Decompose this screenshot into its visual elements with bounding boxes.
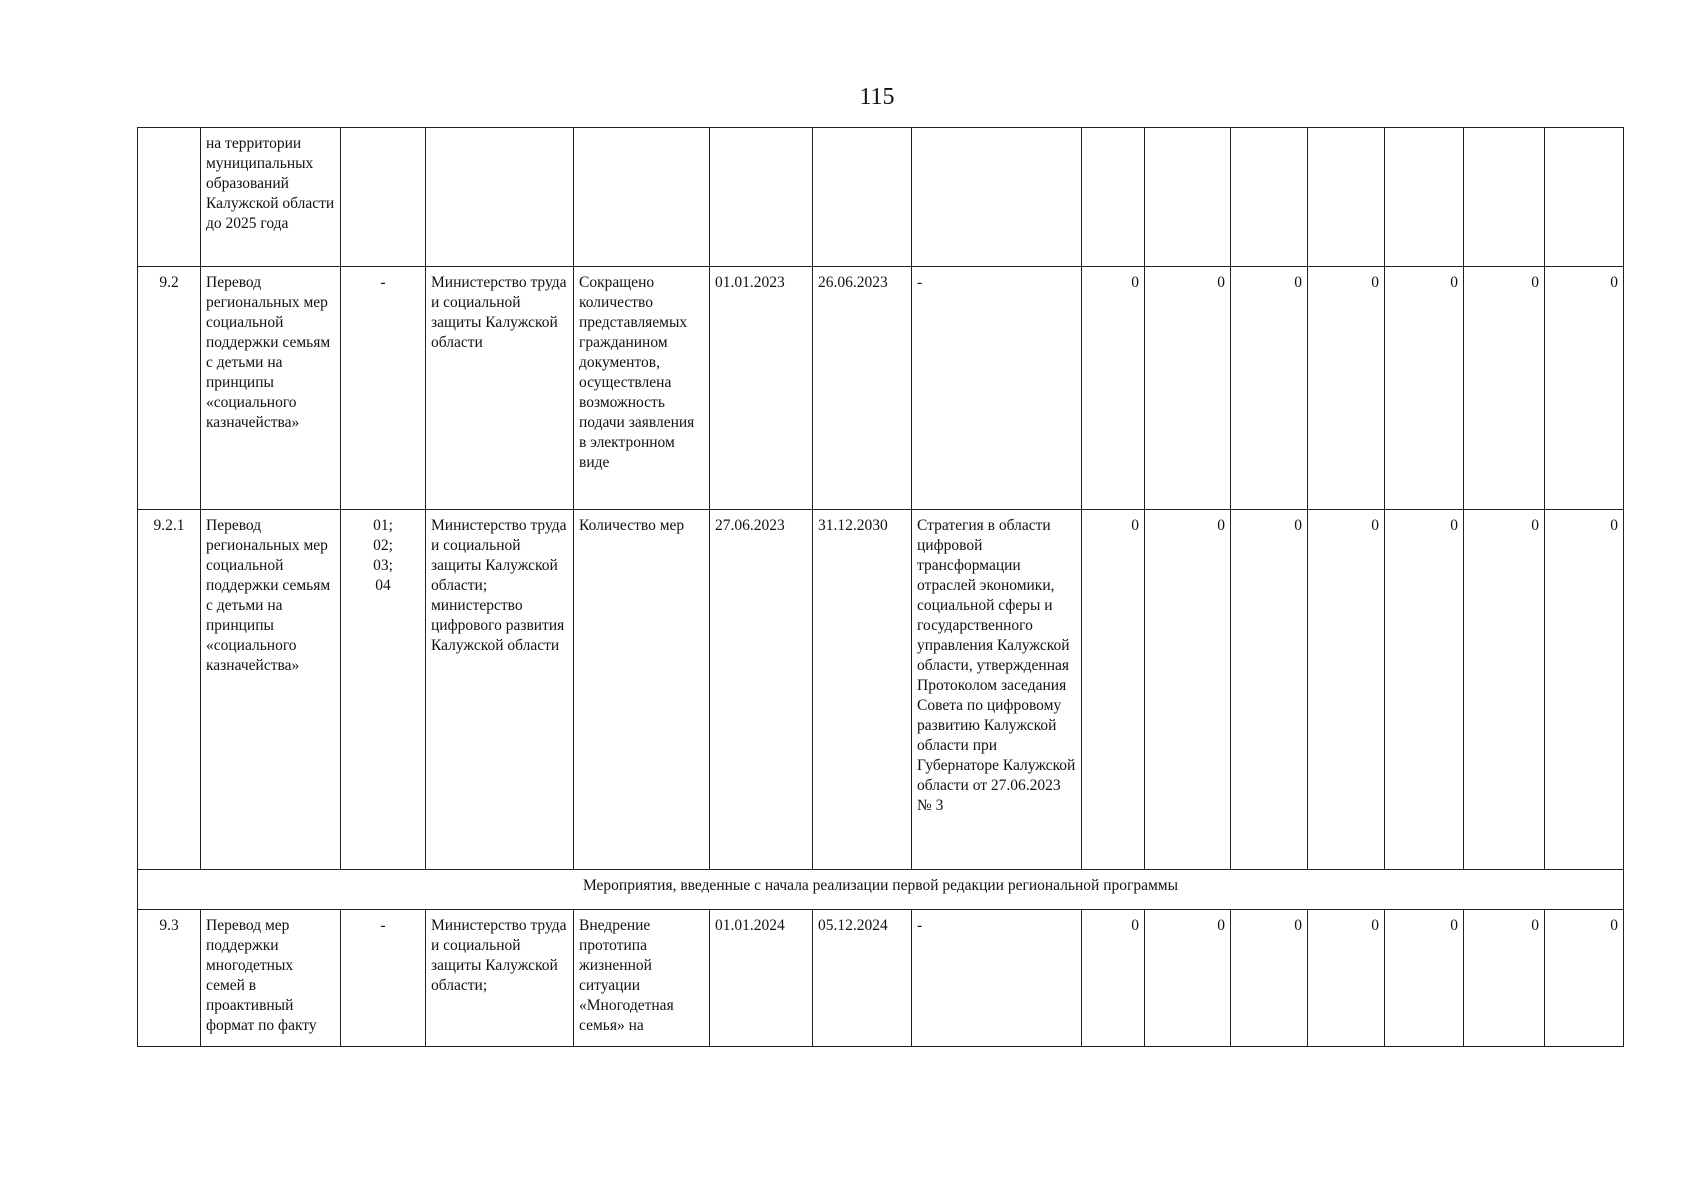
value-cell: 0	[1545, 910, 1624, 1047]
end-date-cell	[813, 128, 912, 267]
code-cell: -	[341, 910, 426, 1047]
value-cell: 0	[1231, 510, 1308, 870]
value-cell: 0	[1464, 267, 1545, 510]
value-cell: 0	[1145, 267, 1231, 510]
value-cell: 0	[1385, 267, 1464, 510]
result-cell: Внедрение прототипа жизненной ситуации «Многодетная семья» на	[574, 910, 710, 1047]
code-cell: -	[341, 267, 426, 510]
value-cell	[1385, 128, 1464, 267]
table-row	[138, 510, 1624, 870]
value-cell: 0	[1308, 910, 1385, 1047]
basis-cell: -	[912, 910, 1082, 1047]
value-cell: 0	[1145, 910, 1231, 1047]
program-table	[137, 127, 1624, 1047]
value-cell: 0	[1308, 267, 1385, 510]
code-item: 02;	[373, 537, 393, 554]
value-cell	[1082, 128, 1145, 267]
value-cell: 0	[1545, 267, 1624, 510]
value-cell: 0	[1145, 510, 1231, 870]
result-cell: Сокращено количество представляемых гражданином документов, осуществлена возможность подачи заявления в электронном виде	[574, 267, 710, 510]
measure-name-cell: Перевод региональных мер социальной поддержки семьям с детьми на принципы «социального казначейства»	[201, 510, 341, 870]
end-date-cell: 26.06.2023	[813, 267, 912, 510]
value-cell	[1308, 128, 1385, 267]
value-cell	[1145, 128, 1231, 267]
value-cell: 0	[1082, 510, 1145, 870]
value-cell: 0	[1545, 510, 1624, 870]
measure-name-cell: Перевод мер поддержки многодетных семей в проактивный формат по факту	[201, 910, 341, 1047]
value-cell: 0	[1464, 510, 1545, 870]
start-date-cell: 01.01.2023	[710, 267, 813, 510]
basis-cell	[912, 128, 1082, 267]
code-item: 01;	[373, 517, 393, 534]
row-id-cell: 9.3	[138, 910, 201, 1047]
code-cell	[341, 510, 426, 870]
row-id-cell	[138, 128, 201, 267]
section-row	[138, 870, 1624, 910]
value-cell: 0	[1231, 910, 1308, 1047]
value-cell: 0	[1082, 267, 1145, 510]
code-item: 03;	[373, 557, 393, 574]
end-date-cell: 31.12.2030	[813, 510, 912, 870]
row-id-cell: 9.2	[138, 267, 201, 510]
code-cell	[341, 128, 426, 267]
row-id-cell: 9.2.1	[138, 510, 201, 870]
section-banner: Мероприятия, введенные с начала реализации первой редакции региональной программы	[138, 870, 1624, 910]
end-date-cell: 05.12.2024	[813, 910, 912, 1047]
value-cell: 0	[1308, 510, 1385, 870]
measure-name-cell: Перевод региональных мер социальной поддержки семьям с детьми на принципы «социального казначейства»	[201, 267, 341, 510]
value-cell: 0	[1464, 910, 1545, 1047]
basis-cell: -	[912, 267, 1082, 510]
value-cell: 0	[1082, 910, 1145, 1047]
page-number: 115	[859, 84, 895, 110]
responsible-cell: Министерство труда и социальной защиты Калужской области; министерство цифрового развития Калужской области	[426, 510, 574, 870]
table-row	[138, 128, 1624, 267]
responsible-cell	[426, 128, 574, 267]
value-cell	[1231, 128, 1308, 267]
responsible-cell: Министерство труда и социальной защиты Калужской области;	[426, 910, 574, 1047]
result-cell	[574, 128, 710, 267]
responsible-cell: Министерство труда и социальной защиты Калужской области	[426, 267, 574, 510]
table-row	[138, 267, 1624, 510]
table-row	[138, 910, 1624, 1047]
start-date-cell	[710, 128, 813, 267]
measure-name-cell: на территории муниципальных образований Калужской области до 2025 года	[201, 128, 341, 267]
value-cell	[1464, 128, 1545, 267]
result-cell: Количество мер	[574, 510, 710, 870]
code-item: 04	[375, 577, 391, 594]
value-cell	[1545, 128, 1624, 267]
basis-cell: Стратегия в области цифровой трансформации отраслей экономики, социальной сферы и государственного управления Калужской области, утвержденная Протоколом заседания Совета по цифровому развитию Калужской области при Губернаторе Калужской области от 27.06.2023 № 3	[912, 510, 1082, 870]
start-date-cell: 27.06.2023	[710, 510, 813, 870]
value-cell: 0	[1231, 267, 1308, 510]
value-cell: 0	[1385, 910, 1464, 1047]
start-date-cell: 01.01.2024	[710, 910, 813, 1047]
value-cell: 0	[1385, 510, 1464, 870]
